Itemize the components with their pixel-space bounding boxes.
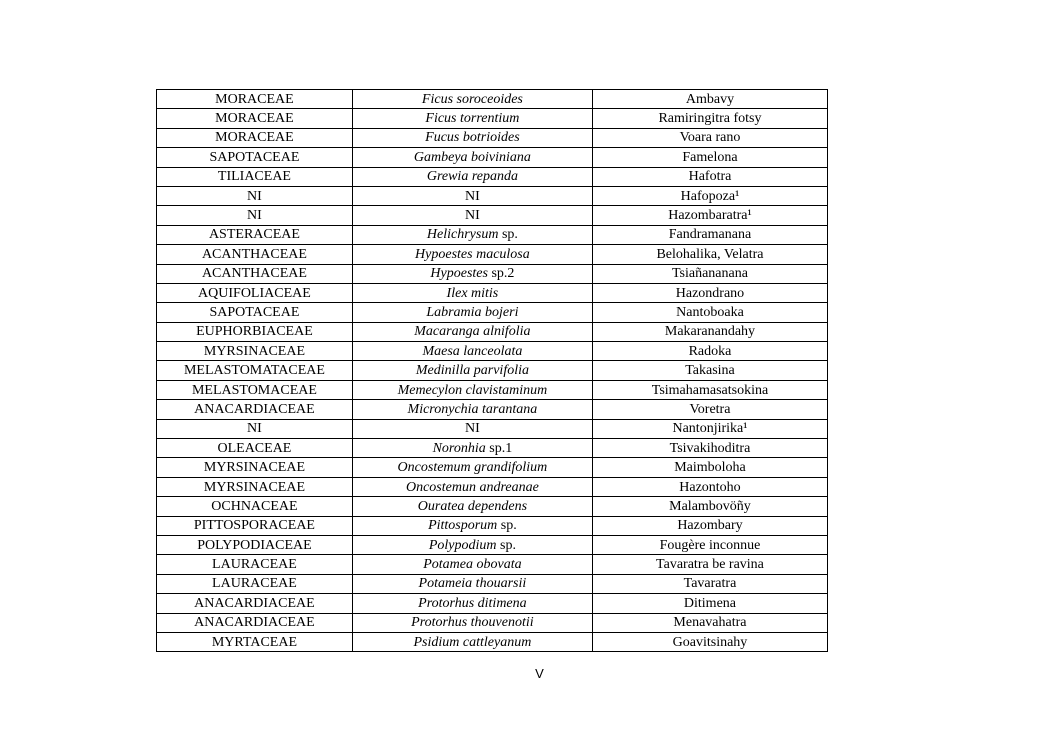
scientific-name-cell: [352, 555, 592, 574]
scientific-name: Protorhus thouvenotii: [411, 615, 534, 631]
local-name-cell: Ambavy: [592, 90, 827, 109]
local-name-cell: Hazombary: [592, 516, 827, 535]
scientific-name: Fucus botrioides: [425, 130, 520, 146]
scientific-name-cell: [352, 380, 592, 399]
scientific-name: Gambeya boiviniana: [413, 149, 531, 165]
scientific-name-cell: [352, 186, 592, 205]
scientific-name-cell: [352, 516, 592, 535]
scientific-name-cell: [352, 419, 592, 438]
scientific-name: Ilex mitis: [446, 285, 499, 301]
local-name-cell: Tsiañananana: [592, 264, 827, 283]
local-name-cell: Nantoboaka: [592, 303, 827, 322]
scientific-name-suffix: sp.: [497, 518, 517, 534]
table-row: [157, 458, 828, 477]
scientific-name-suffix: sp.: [496, 537, 516, 553]
table-row: [157, 342, 828, 361]
family-cell: MYRTACEAE: [157, 632, 353, 651]
local-name-cell: Malambovöñy: [592, 497, 827, 516]
table-row: [157, 555, 828, 574]
scientific-name-cell: [352, 632, 592, 651]
scientific-name-suffix: NI: [465, 188, 480, 204]
table-row: [157, 535, 828, 554]
page-number: V: [535, 666, 544, 681]
scientific-name: Helichrysum: [426, 227, 499, 243]
family-cell: ASTERACEAE: [157, 225, 353, 244]
scientific-name-cell: [352, 439, 592, 458]
family-cell: NI: [157, 419, 353, 438]
table-row: [157, 225, 828, 244]
scientific-name-cell: [352, 477, 592, 496]
table-row: [157, 322, 828, 341]
local-name-cell: Maimboloha: [592, 458, 827, 477]
local-name-cell: Voretra: [592, 400, 827, 419]
table-row: [157, 361, 828, 380]
table-row: [157, 613, 828, 632]
family-cell: OCHNACEAE: [157, 497, 353, 516]
scientific-name-cell: [352, 245, 592, 264]
scientific-name-cell: [352, 361, 592, 380]
local-name-cell: Hazondrano: [592, 283, 827, 302]
scientific-name: Protorhus ditimena: [418, 595, 527, 611]
scientific-name-cell: [352, 613, 592, 632]
table-row: [157, 186, 828, 205]
scientific-name: Ficus soroceoides: [421, 91, 523, 107]
local-name-cell: Nantonjirika¹: [592, 419, 827, 438]
family-cell: MYRSINACEAE: [157, 342, 353, 361]
scientific-name: Grewia repanda: [426, 169, 518, 185]
scientific-name-suffix: NI: [465, 208, 480, 224]
scientific-name-suffix: sp.2: [487, 266, 515, 282]
family-cell: ANACARDIACEAE: [157, 400, 353, 419]
table-row: [157, 245, 828, 264]
local-name-cell: Hazombaratra¹: [592, 206, 827, 225]
scientific-name: Labramia bojeri: [426, 304, 519, 320]
species-table: [156, 89, 828, 652]
local-name-cell: Voara rano: [592, 128, 827, 147]
scientific-name: Potameia thouarsii: [418, 576, 527, 592]
family-cell: MYRSINACEAE: [157, 477, 353, 496]
table-row: [157, 167, 828, 186]
table-row: [157, 594, 828, 613]
table-row: [157, 477, 828, 496]
scientific-name: Medinilla parvifolia: [415, 363, 529, 379]
table-row: [157, 419, 828, 438]
scientific-name: Maesa lanceolata: [422, 343, 523, 359]
scientific-name: Macaranga alnifolia: [414, 324, 531, 340]
table-row: [157, 516, 828, 535]
scientific-name: Noronhia: [432, 440, 486, 456]
family-cell: MELASTOMATACEAE: [157, 361, 353, 380]
family-cell: MORACEAE: [157, 128, 353, 147]
local-name-cell: Goavitsinahy: [592, 632, 827, 651]
local-name-cell: Fandramanana: [592, 225, 827, 244]
local-name-cell: Hafotra: [592, 167, 827, 186]
local-name-cell: Belohalika, Velatra: [592, 245, 827, 264]
table-row: [157, 206, 828, 225]
scientific-name: Ficus torrentium: [425, 111, 520, 127]
scientific-name: Hypoestes: [430, 266, 488, 282]
table-body: [157, 90, 828, 652]
scientific-name-cell: [352, 342, 592, 361]
scientific-name: Oncostemun andreanae: [405, 479, 539, 495]
family-cell: OLEACEAE: [157, 439, 353, 458]
local-name-cell: Hazontoho: [592, 477, 827, 496]
table-row: [157, 283, 828, 302]
family-cell: MORACEAE: [157, 90, 353, 109]
family-cell: AQUIFOLIACEAE: [157, 283, 353, 302]
scientific-name-cell: [352, 264, 592, 283]
family-cell: MYRSINACEAE: [157, 458, 353, 477]
scientific-name-cell: [352, 303, 592, 322]
family-cell: EUPHORBIACEAE: [157, 322, 353, 341]
scientific-name-cell: [352, 458, 592, 477]
scientific-name: Oncostemum grandifolium: [397, 460, 548, 476]
family-cell: POLYPODIACEAE: [157, 535, 353, 554]
scientific-name: Hypoestes maculosa: [415, 246, 530, 262]
scientific-name-cell: [352, 128, 592, 147]
table-row: [157, 303, 828, 322]
table-row: [157, 128, 828, 147]
local-name-cell: Radoka: [592, 342, 827, 361]
family-cell: TILIACEAE: [157, 167, 353, 186]
scientific-name-cell: [352, 167, 592, 186]
scientific-name-suffix: sp.: [498, 227, 518, 243]
scientific-name-cell: [352, 109, 592, 128]
local-name-cell: Ditimena: [592, 594, 827, 613]
family-cell: MORACEAE: [157, 109, 353, 128]
local-name-cell: Tavaratra: [592, 574, 827, 593]
local-name-cell: Menavahatra: [592, 613, 827, 632]
table-row: [157, 264, 828, 283]
local-name-cell: Tsivakihoditra: [592, 439, 827, 458]
family-cell: MELASTOMACEAE: [157, 380, 353, 399]
table-row: [157, 497, 828, 516]
scientific-name-cell: [352, 497, 592, 516]
scientific-name-cell: [352, 90, 592, 109]
scientific-name: Pittosporum: [428, 518, 498, 534]
scientific-name-cell: [352, 206, 592, 225]
family-cell: NI: [157, 206, 353, 225]
local-name-cell: Tavaratra be ravina: [592, 555, 827, 574]
scientific-name: Micronychia tarantana: [407, 401, 538, 417]
scientific-name-suffix: sp.1: [485, 440, 513, 456]
scientific-name: Potamea obovata: [423, 557, 522, 573]
table-row: [157, 90, 828, 109]
scientific-name-cell: [352, 400, 592, 419]
family-cell: LAURACEAE: [157, 555, 353, 574]
scientific-name-cell: [352, 535, 592, 554]
scientific-name: Psidium cattleyanum: [413, 634, 532, 650]
table-row: [157, 574, 828, 593]
family-cell: SAPOTACEAE: [157, 303, 353, 322]
local-name-cell: Tsimahamasatsokina: [592, 380, 827, 399]
family-cell: ACANTHACEAE: [157, 264, 353, 283]
table-row: [157, 109, 828, 128]
scientific-name: Polypodium: [428, 537, 497, 553]
table-row: [157, 400, 828, 419]
table-row: [157, 439, 828, 458]
local-name-cell: Ramiringitra fotsy: [592, 109, 827, 128]
scientific-name-cell: [352, 594, 592, 613]
family-cell: NI: [157, 186, 353, 205]
scientific-name-cell: [352, 574, 592, 593]
family-cell: ACANTHACEAE: [157, 245, 353, 264]
local-name-cell: Makaranandahy: [592, 322, 827, 341]
local-name-cell: Takasina: [592, 361, 827, 380]
table-row: [157, 380, 828, 399]
table-row: [157, 632, 828, 651]
scientific-name: Ouratea dependens: [417, 498, 528, 514]
scientific-name-cell: [352, 148, 592, 167]
local-name-cell: Fougère inconnue: [592, 535, 827, 554]
local-name-cell: Famelona: [592, 148, 827, 167]
family-cell: LAURACEAE: [157, 574, 353, 593]
family-cell: ANACARDIACEAE: [157, 613, 353, 632]
family-cell: SAPOTACEAE: [157, 148, 353, 167]
scientific-name-cell: [352, 225, 592, 244]
family-cell: ANACARDIACEAE: [157, 594, 353, 613]
table-row: [157, 148, 828, 167]
scientific-name: Memecylon clavistaminum: [397, 382, 548, 398]
scientific-name-cell: [352, 283, 592, 302]
scientific-name-suffix: NI: [465, 421, 480, 437]
family-cell: PITTOSPORACEAE: [157, 516, 353, 535]
scientific-name-cell: [352, 322, 592, 341]
local-name-cell: Hafopoza¹: [592, 186, 827, 205]
